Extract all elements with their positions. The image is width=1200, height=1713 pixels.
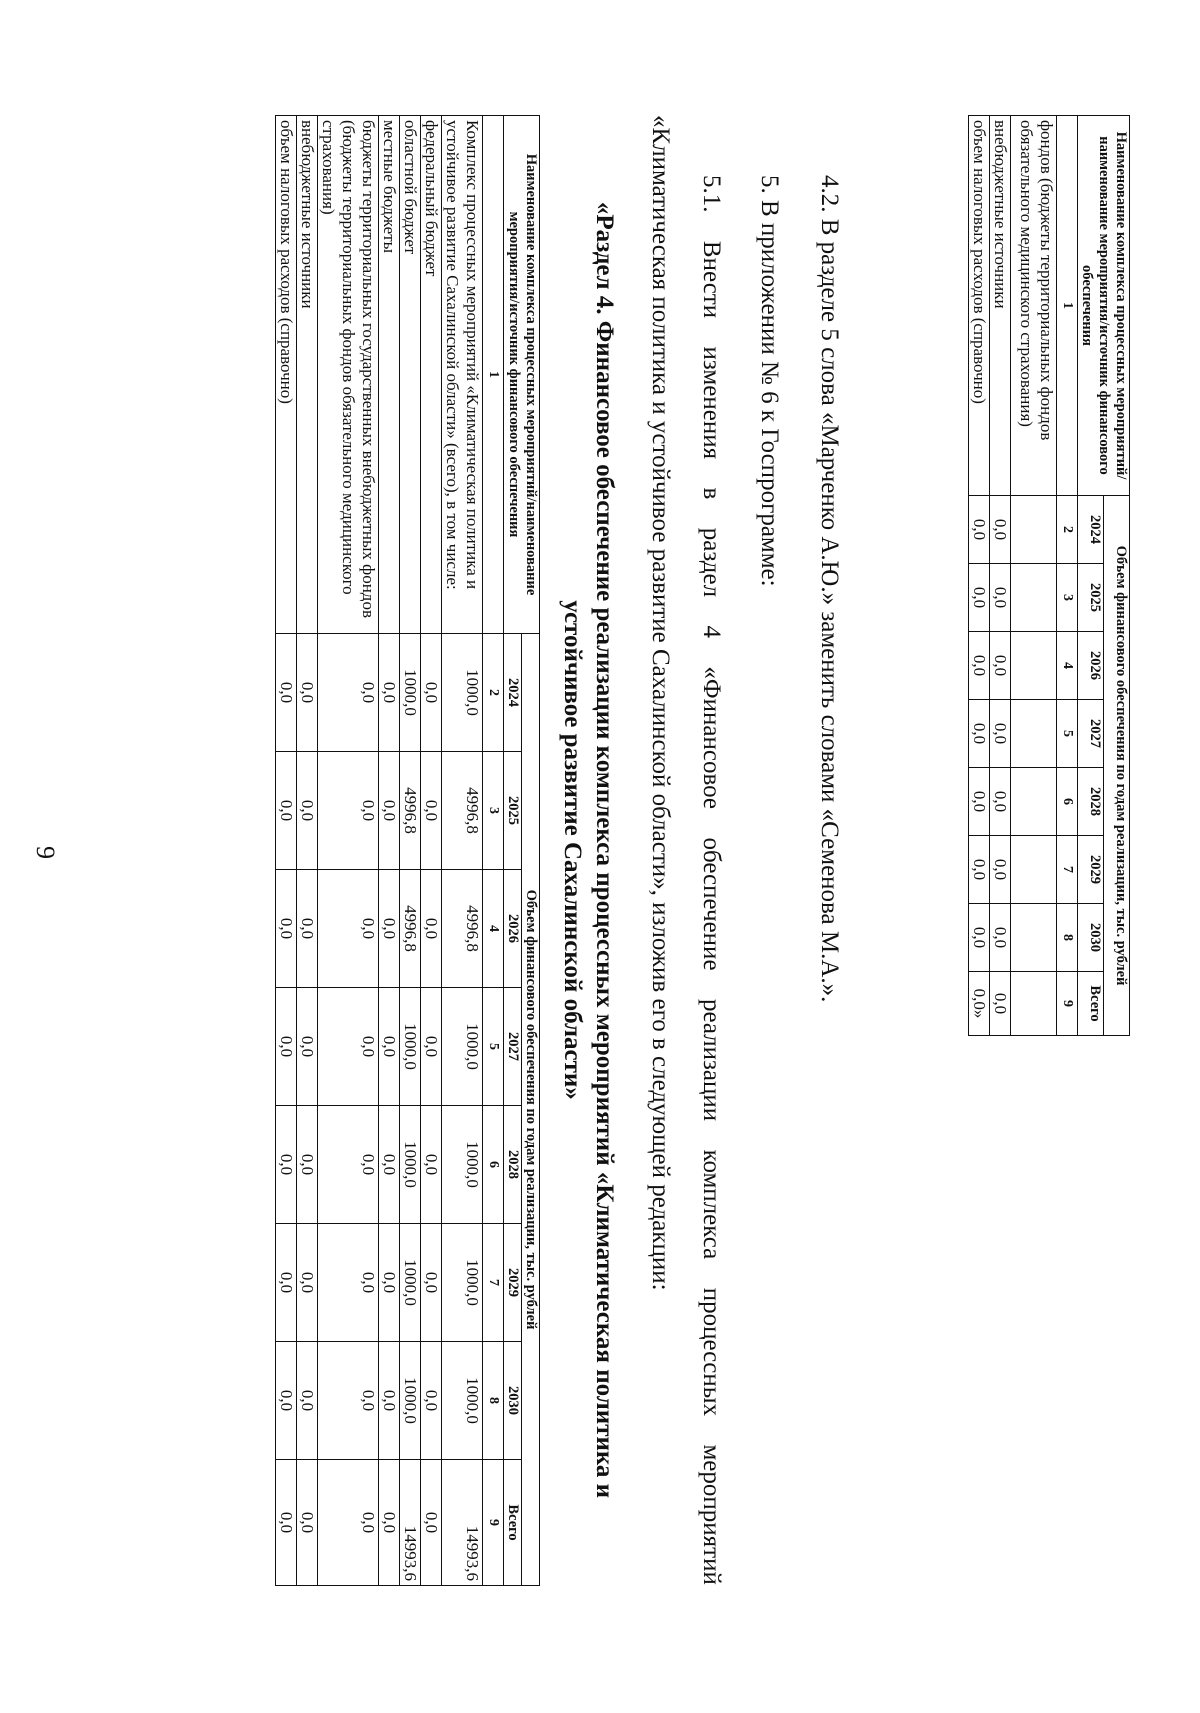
table2-cell: 1000,0 (400, 1224, 421, 1342)
table2-cell: 4996,8 (400, 870, 421, 988)
table2-cell: 0,0 (379, 634, 400, 752)
table2-cell: 0,0 (379, 988, 400, 1106)
table2-cell: 1000,0 (442, 988, 483, 1106)
word: мероприятий (698, 1444, 725, 1585)
table2-cell: 0,0 (318, 988, 379, 1106)
table1-cell: 0,0 (969, 836, 990, 904)
word: обеспечение (698, 837, 725, 971)
table2-cell: 0,0 (276, 752, 297, 870)
table1-cell: 0,0 (969, 632, 990, 700)
table2-cell: 0,0 (276, 1460, 297, 1586)
table2-cell: 0,0 (276, 870, 297, 988)
table2-cell: 1000,0 (400, 1106, 421, 1224)
table2-row-label: Комплекс процессных мероприятий «Климатическая политика и устойчивое развитие Сахалинской области» (всего), в том числе: (442, 116, 483, 634)
table2-cell: 0,0 (276, 634, 297, 752)
table1-cell: 0,0 (990, 768, 1011, 836)
table1-cell: 0,0 (990, 972, 1011, 1036)
section-title-line: «Раздел 4. Финансовое обеспечение реализации комплекса процессных мероприятий «Климатическая политика и (591, 201, 618, 1499)
table-row (276, 116, 297, 1586)
table1-colnum: 1 (1057, 116, 1078, 496)
table2-cell: 0,0 (421, 1342, 442, 1460)
table2-header-group: Объем финансового обеспечения по годам реализации, тыс. рублей (522, 634, 540, 1586)
table2-year: 2027 (504, 988, 522, 1106)
table1-cell (1011, 700, 1057, 768)
table1-year: 2028 (1078, 768, 1104, 836)
table2-row-label: местные бюджеты (379, 116, 400, 634)
table2-year: 2025 (504, 752, 522, 870)
table1-cell: 0,0 (969, 564, 990, 632)
table2-colnum: 5 (483, 988, 504, 1106)
table2-row-label: областной бюджет (400, 116, 421, 634)
table2-cell: 0,0 (297, 988, 318, 1106)
table2-row-label: федеральный бюджет (421, 116, 442, 634)
word: процессных (698, 1287, 725, 1417)
table-row (990, 116, 1011, 1036)
table2-year: 2026 (504, 870, 522, 988)
table1-colnum-row (1057, 116, 1078, 1036)
table1-cell (1011, 496, 1057, 564)
table1-cell (1011, 972, 1057, 1036)
word: 4 (698, 625, 725, 638)
table2-cell: 1000,0 (442, 1224, 483, 1342)
table1-year: 2027 (1078, 700, 1104, 768)
table2-year: 2030 (504, 1342, 522, 1460)
word: в (698, 487, 725, 500)
table2-cell: 1000,0 (442, 1106, 483, 1224)
table1-year: Всего (1078, 972, 1104, 1036)
table2-cell: 0,0 (421, 634, 442, 752)
table2-cell: 0,0 (379, 1224, 400, 1342)
table1-cell (1011, 632, 1057, 700)
table2-cell: 0,0 (421, 870, 442, 988)
table-row (318, 116, 379, 1586)
table2-cell: 0,0 (297, 1342, 318, 1460)
table2-cell: 0,0 (318, 1106, 379, 1224)
table2-cell: 0,0 (318, 752, 379, 870)
table1-cell (1011, 836, 1057, 904)
table2-cell: 1000,0 (400, 988, 421, 1106)
table1-cell: 0,0 (969, 768, 990, 836)
table1-header-name: Наименование комплекса процессных мероприятий/наименование мероприятия/источник финансового обеспечения (1078, 116, 1130, 496)
financing-table (275, 115, 540, 1586)
table2-cell: 4996,8 (400, 752, 421, 870)
word: реализации (698, 998, 725, 1122)
table2-colnum: 6 (483, 1106, 504, 1224)
table2-colnum-row (483, 116, 504, 1586)
word: Внести (698, 240, 725, 319)
table1-year: 2029 (1078, 836, 1104, 904)
table2-cell: 0,0 (421, 752, 442, 870)
table1-cell: 0,0 (990, 904, 1011, 972)
table2-year: Всего (504, 1460, 522, 1586)
table1-colnum: 3 (1057, 564, 1078, 632)
word: раздел (698, 527, 725, 598)
table2-year: 2024 (504, 634, 522, 752)
table1-cell: 0,0 (990, 632, 1011, 700)
table2-cell: 0,0 (318, 870, 379, 988)
table2-year: 2028 (504, 1106, 522, 1224)
table1-cell: 0,0 (969, 700, 990, 768)
table1-year: 2025 (1078, 564, 1104, 632)
table1-colnum: 9 (1057, 972, 1078, 1036)
table2-cell: 0,0 (318, 1460, 379, 1586)
table1-cell: 0,0 (969, 904, 990, 972)
table2-cell: 0,0 (276, 1224, 297, 1342)
table2-cell: 4996,8 (442, 870, 483, 988)
table2-cell: 1000,0 (400, 634, 421, 752)
table-row (1011, 116, 1057, 1036)
paragraph-4-2: 4.2. В разделе 5 слова «Марченко А.Ю.» заменить словами «Семенова М.А.». (816, 175, 843, 1003)
word: «Финансовое (698, 666, 725, 810)
table2-colnum: 9 (483, 1460, 504, 1586)
table1-colnum: 8 (1057, 904, 1078, 972)
table1-cell: 0,0 (990, 836, 1011, 904)
table2-colnum: 8 (483, 1342, 504, 1460)
table2-cell: 0,0 (318, 1342, 379, 1460)
table1-cell: 0,0 (990, 564, 1011, 632)
table2-cell: 1000,0 (400, 1342, 421, 1460)
table2-row-label: объем налоговых расходов (справочно) (276, 116, 297, 634)
table2-cell: 0,0 (297, 1224, 318, 1342)
table2-cell: 4996,8 (442, 752, 483, 870)
table1-cell: 0,0 (969, 496, 990, 564)
table2-cell: 0,0 (379, 870, 400, 988)
table1-colnum: 6 (1057, 768, 1078, 836)
table2-cell: 1000,0 (442, 634, 483, 752)
table1-cell (1011, 904, 1057, 972)
word: комплекса (698, 1149, 725, 1260)
word: 5.1. (698, 175, 725, 213)
table-row (442, 116, 483, 1586)
table2-cell: 0,0 (276, 1106, 297, 1224)
section-title-line: устойчивое развитие Сахалинской области» (559, 600, 586, 1100)
table1-year: 2030 (1078, 904, 1104, 972)
table2-cell: 0,0 (318, 1224, 379, 1342)
table2-cell: 0,0 (421, 1224, 442, 1342)
table2-row-label: бюджеты территориальных государственных внебюджетных фондов (бюджеты территориальных фондов обязательного медицинского страхования) (318, 116, 379, 634)
paragraph-5-1-line2: «Климатическая политика и устойчивое развитие Сахалинской области», изложив его в следующей редакции: (647, 115, 674, 1291)
table2-cell: 1000,0 (442, 1342, 483, 1460)
table2-cell: 0,0 (421, 1460, 442, 1586)
table1-cell: 0,0» (969, 972, 990, 1036)
table1-colnum: 7 (1057, 836, 1078, 904)
table2-cell: 0,0 (297, 752, 318, 870)
table2-year: 2029 (504, 1224, 522, 1342)
table2-cell: 14993,6 (400, 1460, 421, 1586)
word: изменения (698, 346, 725, 460)
table2-cell: 0,0 (421, 988, 442, 1106)
table1-cell (1011, 768, 1057, 836)
table1-header-group: Объем финансового обеспечения по годам реализации, тыс. рублей (1104, 496, 1130, 1036)
table2-cell: 0,0 (379, 1460, 400, 1586)
table1-cell (1011, 564, 1057, 632)
table1-colnum: 4 (1057, 632, 1078, 700)
table1-cell: 0,0 (990, 700, 1011, 768)
table2-cell: 0,0 (276, 1342, 297, 1460)
table2-row-label: внебюджетные источники (297, 116, 318, 634)
table1-row-label: фондов (бюджеты территориальных фондов обязательного медицинского страхования) (1011, 116, 1057, 496)
table-row (379, 116, 400, 1586)
table1-year: 2026 (1078, 632, 1104, 700)
table2-header-name: Наименование комплекса процессных мероприятий/наименование мероприятия/источник финансового обеспечения (504, 116, 540, 634)
table2-cell: 14993,6 (442, 1460, 483, 1586)
table2-cell: 0,0 (318, 634, 379, 752)
table2-cell: 0,0 (297, 1106, 318, 1224)
table2-cell: 0,0 (379, 752, 400, 870)
table1-cell: 0,0 (990, 496, 1011, 564)
table2-cell: 0,0 (297, 1460, 318, 1586)
section-title (556, 115, 620, 1585)
table2-cell: 0,0 (379, 1106, 400, 1224)
table2-cell: 0,0 (276, 988, 297, 1106)
table2-colnum: 2 (483, 634, 504, 752)
table-row (969, 116, 990, 1036)
financing-table-continued (968, 115, 1130, 1036)
table2-colnum: 7 (483, 1224, 504, 1342)
table-row (421, 116, 442, 1586)
paragraph-5: 5. В приложении № 6 к Госпрограмме: (756, 175, 783, 587)
table2-cell: 0,0 (297, 634, 318, 752)
table-row (297, 116, 318, 1586)
table1-row-label: объем налоговых расходов (справочно) (969, 116, 990, 496)
table1-row-label: внебюджетные источники (990, 116, 1011, 496)
table2-colnum: 1 (483, 116, 504, 634)
table2-colnum: 4 (483, 870, 504, 988)
table2-cell: 0,0 (379, 1342, 400, 1460)
paragraph-5-1-line1 (695, 175, 727, 1585)
table2-colnum: 3 (483, 752, 504, 870)
table-row (400, 116, 421, 1586)
page-number: 9 (31, 846, 60, 859)
table2-cell: 0,0 (421, 1106, 442, 1224)
table1-colnum: 5 (1057, 700, 1078, 768)
table1-colnum: 2 (1057, 496, 1078, 564)
table1-year: 2024 (1078, 496, 1104, 564)
table2-cell: 0,0 (297, 870, 318, 988)
